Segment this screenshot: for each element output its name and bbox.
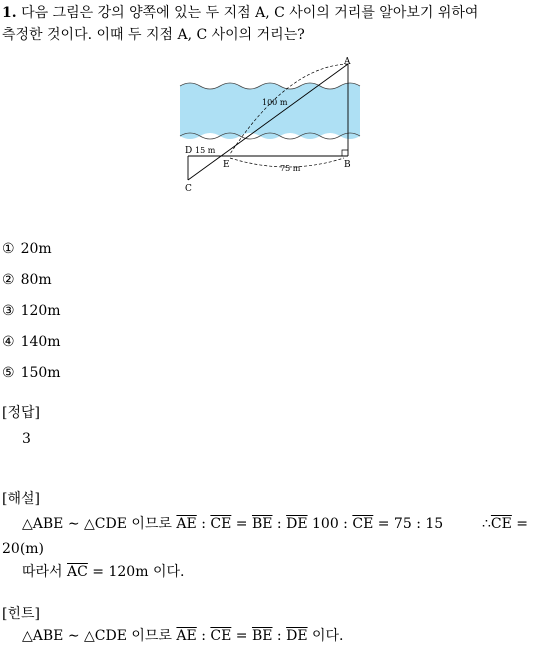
- label-dist-DE: 15 m: [195, 146, 216, 155]
- label-A: A: [344, 57, 351, 67]
- label-C: C: [185, 184, 192, 194]
- segment-CE: $\overline{CE}$: [210, 516, 232, 532]
- question-number: 1.: [2, 5, 17, 21]
- segment-CE: $\overline{CE}$: [352, 516, 374, 532]
- option-3[interactable]: [2, 302, 61, 320]
- therefore-symbol: ∴: [482, 516, 491, 532]
- colon: :: [196, 516, 211, 532]
- option-mark: ②: [2, 272, 15, 288]
- hint-text: △ABE ∼ △CDE 이므로: [22, 628, 172, 644]
- right-angle-B: [342, 150, 348, 156]
- question-text-1: 다음 그림은 강의 양쪽에 있는 두 지점 A, C 사이의 거리를 알아보기 위하여: [21, 5, 479, 21]
- option-4[interactable]: [2, 333, 61, 351]
- colon: :: [196, 628, 211, 644]
- explanation-conclusion: [482, 515, 528, 533]
- ratio-left: 100 :: [307, 516, 353, 532]
- label-E: E: [223, 160, 230, 170]
- segment-CE: $\overline{CE}$: [210, 628, 232, 644]
- segment-CE: $\overline{CE}$: [490, 516, 512, 532]
- option-mark: ③: [2, 303, 15, 319]
- option-text: 20m: [20, 241, 52, 257]
- option-text: 150m: [20, 365, 61, 381]
- option-mark: ④: [2, 334, 15, 350]
- equals: =: [511, 516, 529, 532]
- option-text: 140m: [20, 334, 61, 350]
- equals: =: [231, 516, 252, 532]
- label-B: B: [344, 160, 351, 170]
- explanation-line-1: [22, 515, 443, 533]
- label-dist-AE: 100 m: [262, 98, 288, 107]
- ratio-right: = 75 : 15: [373, 516, 444, 532]
- hint-line: [22, 627, 344, 645]
- colon: :: [272, 516, 287, 532]
- explanation-line-3: [22, 563, 184, 581]
- segment-AE: $\overline{AE}$: [176, 628, 197, 644]
- river-area: [180, 83, 360, 139]
- segment-AE: $\overline{AE}$: [176, 516, 197, 532]
- label-D: D: [185, 146, 193, 156]
- answer-value: 3: [22, 431, 31, 447]
- explanation-final: = 120m 이다.: [87, 564, 185, 580]
- river-diagram: [178, 56, 362, 198]
- segment-BE: $\overline{BE}$: [251, 628, 273, 644]
- label-dist-EB: 75 m: [280, 164, 301, 173]
- option-1[interactable]: [2, 240, 52, 258]
- segment-DE: $\overline{DE}$: [286, 628, 308, 644]
- question-text-2: 측정한 것이다. 이때 두 지점 A, C 사이의 거리는?: [2, 27, 305, 43]
- hint-end: 이다.: [307, 628, 344, 644]
- equals: =: [231, 628, 252, 644]
- explanation-header: [해설]: [2, 491, 40, 507]
- answer-header: [정답]: [2, 405, 40, 421]
- option-text: 80m: [20, 272, 52, 288]
- option-2[interactable]: [2, 271, 52, 289]
- explanation-result: 20(m): [2, 541, 45, 557]
- question-line-1: [2, 2, 478, 24]
- explanation-therefore-text: 따라서: [22, 564, 63, 580]
- option-mark: ①: [2, 241, 15, 257]
- option-5[interactable]: [2, 364, 61, 382]
- segment-AC: $\overline{AC}$: [67, 564, 88, 580]
- hint-header: [힌트]: [2, 606, 40, 622]
- option-text: 120m: [20, 303, 61, 319]
- segment-BE: $\overline{BE}$: [251, 516, 273, 532]
- option-mark: ⑤: [2, 365, 15, 381]
- explanation-text: △ABE ∼ △CDE 이므로: [22, 516, 172, 532]
- segment-DE: $\overline{DE}$: [286, 516, 308, 532]
- colon: :: [272, 628, 287, 644]
